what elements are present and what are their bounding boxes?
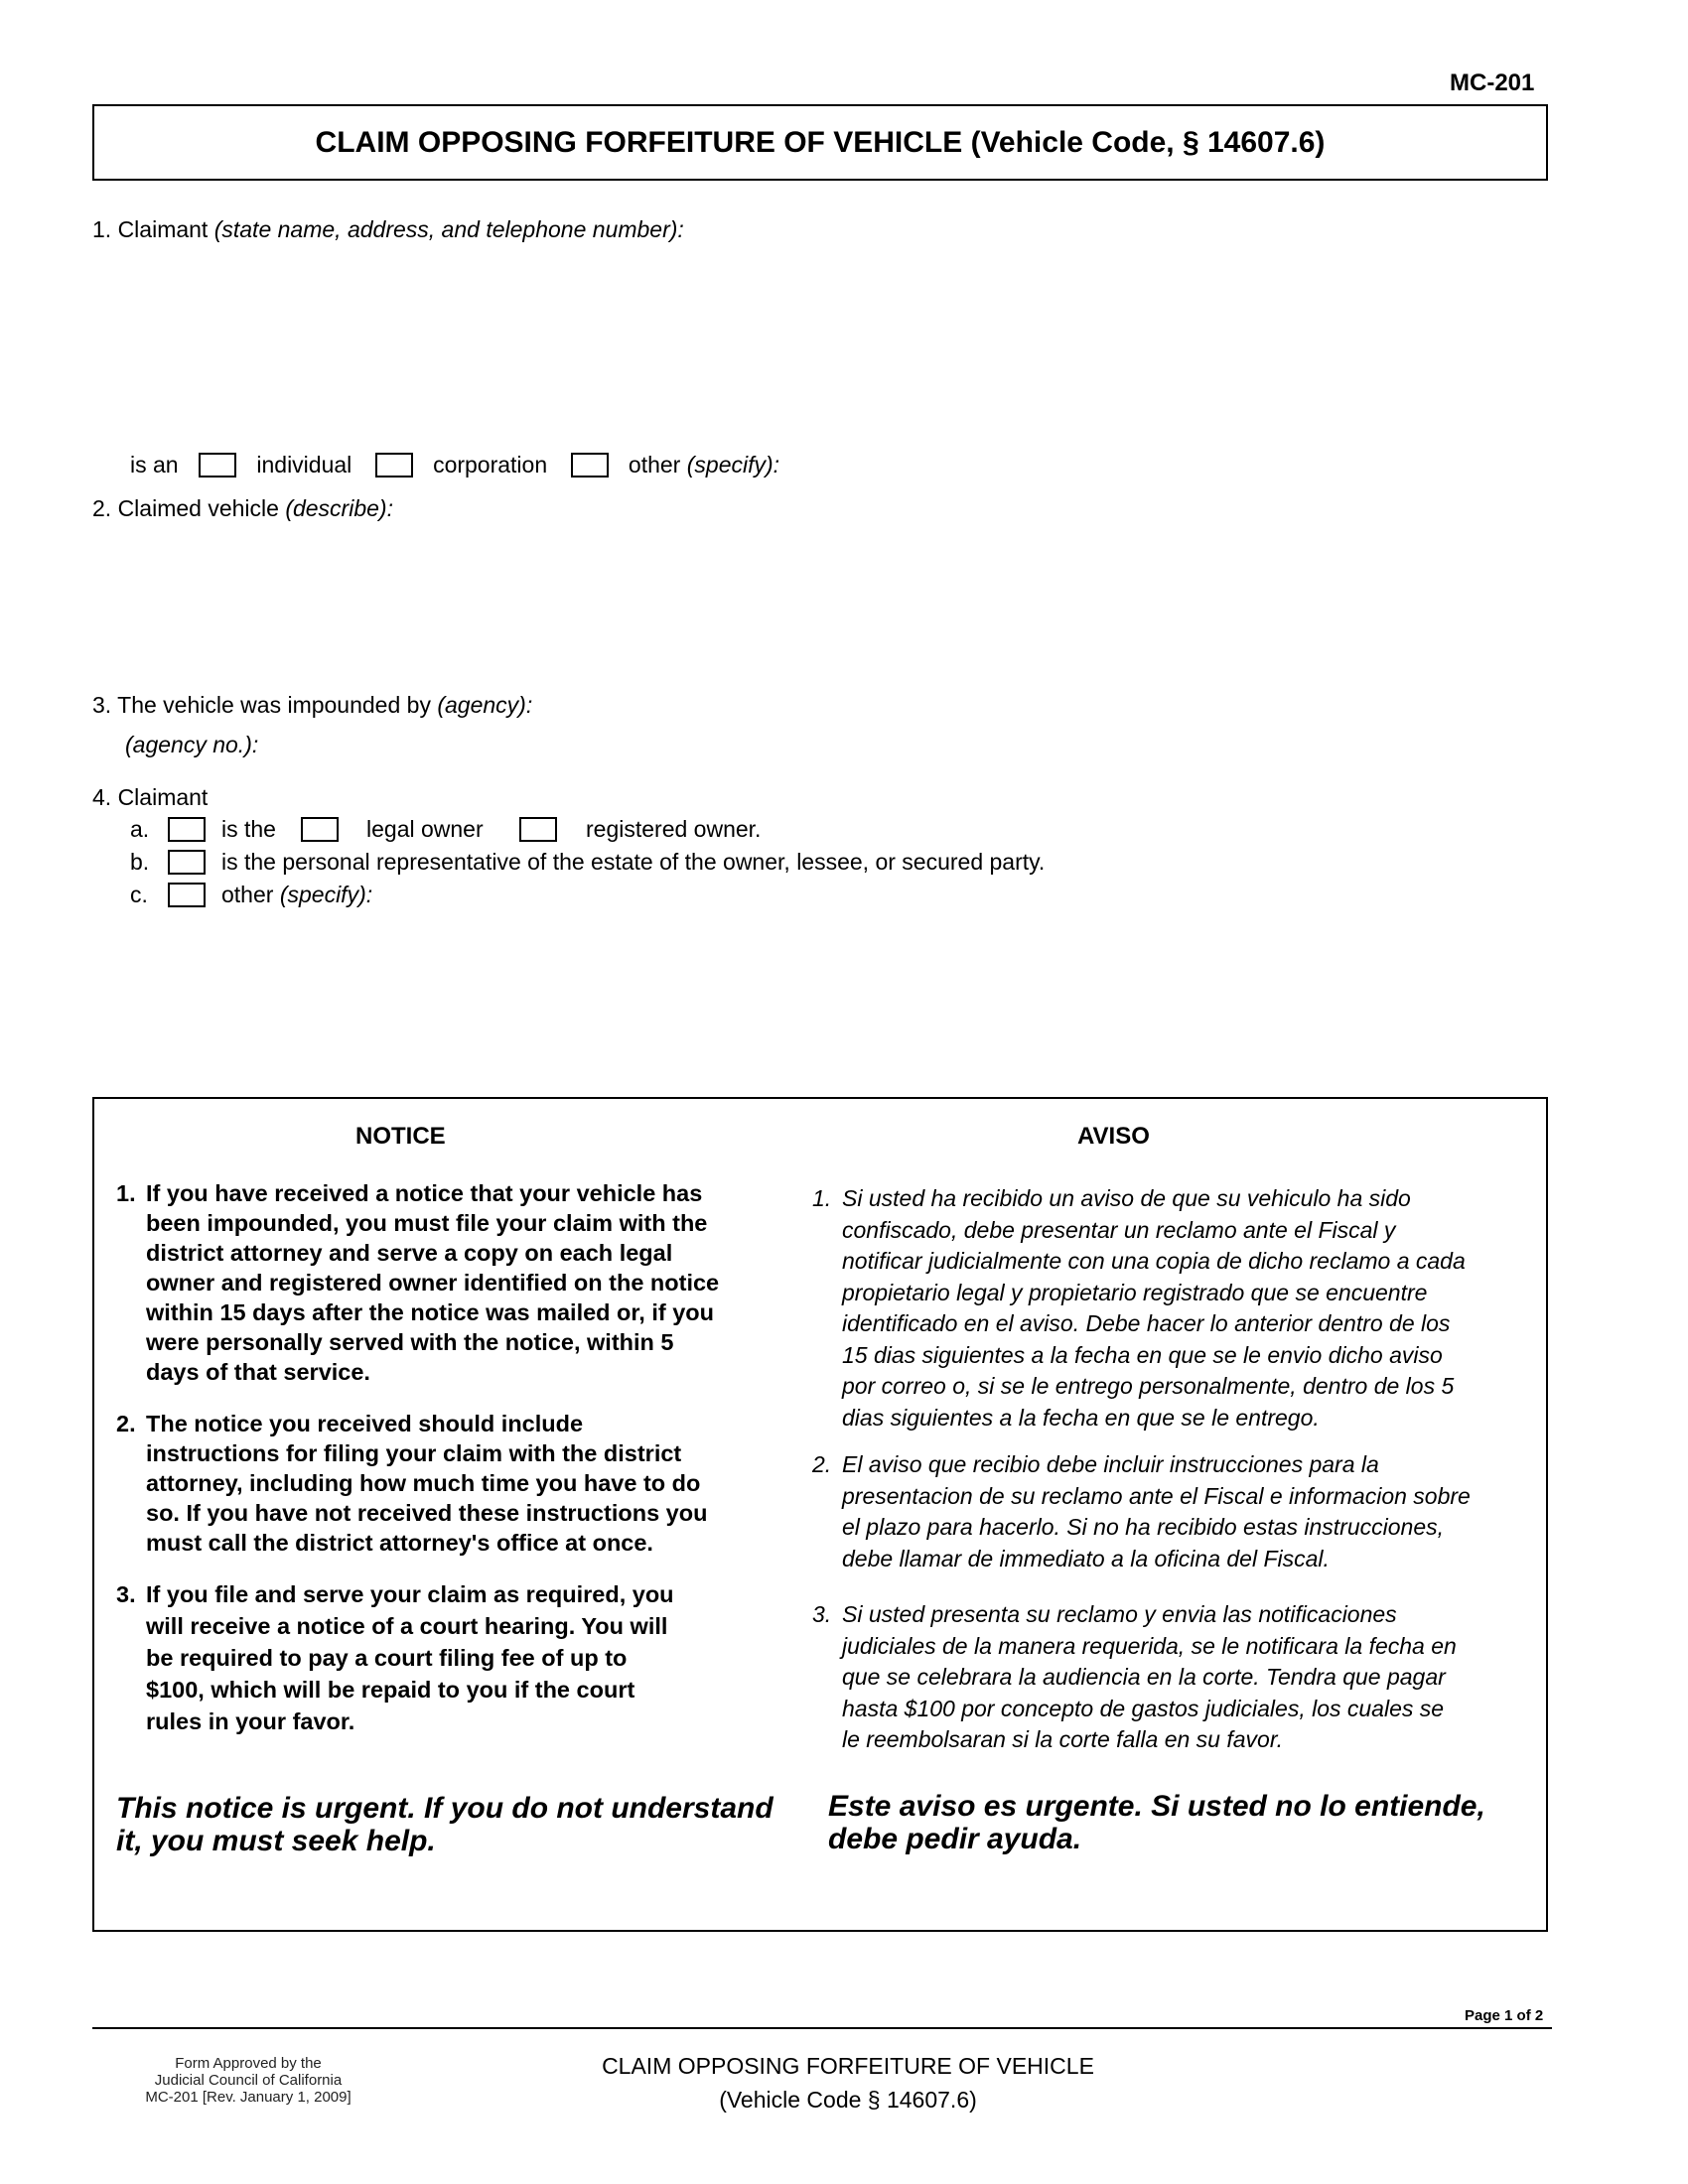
form-title: CLAIM OPPOSING FORFEITURE OF VEHICLE (Vehicle Code, § 14607.6) <box>92 104 1548 181</box>
notice-heading: NOTICE <box>355 1123 446 1150</box>
notice-item-1: 1. If you have received a notice that your vehicle has been impounded, you must file your claim with the district attorney and serve a copy on each legal owner and registered owner identified on the notice within 15 days after the notice was mailed or, if you were personally served with the notice, within 5 days of that service. <box>116 1180 720 1385</box>
footer-divider <box>92 2027 1552 2029</box>
notice-item-3: 3. If you file and serve your claim as required, you will receive a notice of a court hearing. You will be required to pay a court filing fee of up to $100, which will be repaid to you if the court rules in your favor. <box>116 1581 674 1734</box>
aviso-heading: AVISO <box>1077 1123 1150 1150</box>
aviso-item-2: 2. El aviso que recibio debe incluir instrucciones para la presentacion de su reclamo ante el Fiscal e informacion sobre el plazo para hacerlo. Si no ha recibido estas instrucciones, debe llamar de immediato a la oficina del Fiscal. <box>812 1451 1471 1571</box>
item-1-label: 1. Claimant (state name, address, and telephone number): <box>92 216 684 242</box>
form-approval-note: Form Approved by the Judicial Council of California MC-201 [Rev. January 1, 2009] <box>145 2055 352 2106</box>
aviso-item-1: 1. Si usted ha recibido un aviso de que su vehiculo ha sido confiscado, debe presentar un reclamo ante el Fiscal y notificar judicialmente con una copia de dicho reclamo a cada propietario legal y propietario registrado que se encuentre identificado en el aviso. Debe hacer lo anterior dentro de los 15 dias siguientes a la fecha en que se le envio dicho aviso por correo o, si se le entrego personalmente, dentro de los 5 dias siguientes a la fecha en que se le entrego. <box>812 1185 1466 1431</box>
item-4b-row: b. is the personal representative of the estate of the owner, lessee, or secured party. <box>130 849 1046 875</box>
corporation-checkbox[interactable] <box>375 453 413 478</box>
page-number: Page 1 of 2 <box>1465 2007 1544 2024</box>
notice-item-2: 2. The notice you received should include instructions for filing your claim with the district attorney, including how much time you have to do so. If you have not received these instructions you must call the district attorney's office at once. <box>116 1411 708 1556</box>
owner-checkbox[interactable] <box>168 817 206 842</box>
personal-representative-checkbox[interactable] <box>168 850 206 875</box>
item-4c-row: c. other (specify): <box>130 882 373 907</box>
aviso-item-3: 3. Si usted presenta su reclamo y envia las notificaciones judiciales de la manera requerida, se le notificara la fecha en que se celebrara la audiencia en la corte. Tendra que pagar hasta $100 por concepto de gastos judiciales, los cuales se le reembolsaran si la corte falla en su favor. <box>812 1601 1457 1752</box>
agency-number-label: (agency no.): <box>125 732 259 757</box>
claimant-info-area[interactable] <box>119 248 1539 437</box>
aviso-urgent-message: Este aviso es urgente. Si usted no lo entiende, debe pedir ayuda. <box>828 1790 1485 1855</box>
legal-owner-checkbox[interactable] <box>301 817 339 842</box>
vehicle-description-area[interactable] <box>119 526 1539 675</box>
other-type-checkbox[interactable] <box>571 453 609 478</box>
form-number: MC-201 <box>1450 69 1535 96</box>
item-3-label: 3. The vehicle was impounded by (agency): <box>92 692 533 718</box>
individual-checkbox[interactable] <box>199 453 236 478</box>
item-4-label: 4. Claimant <box>92 784 209 810</box>
footer-title: CLAIM OPPOSING FORFEITURE OF VEHICLE (Vehicle Code § 14607.6) <box>602 2053 1094 2113</box>
other-claimant-checkbox[interactable] <box>168 883 206 907</box>
item-4a-row: a. is the legal owner registered owner. <box>130 816 762 842</box>
claimant-type-row: is an individual corporation other (specify): <box>130 452 780 478</box>
item-2-label: 2. Claimed vehicle (describe): <box>92 495 393 521</box>
notice-urgent-message: This notice is urgent. If you do not understand it, you must seek help. <box>116 1792 774 1857</box>
registered-owner-checkbox[interactable] <box>519 817 557 842</box>
